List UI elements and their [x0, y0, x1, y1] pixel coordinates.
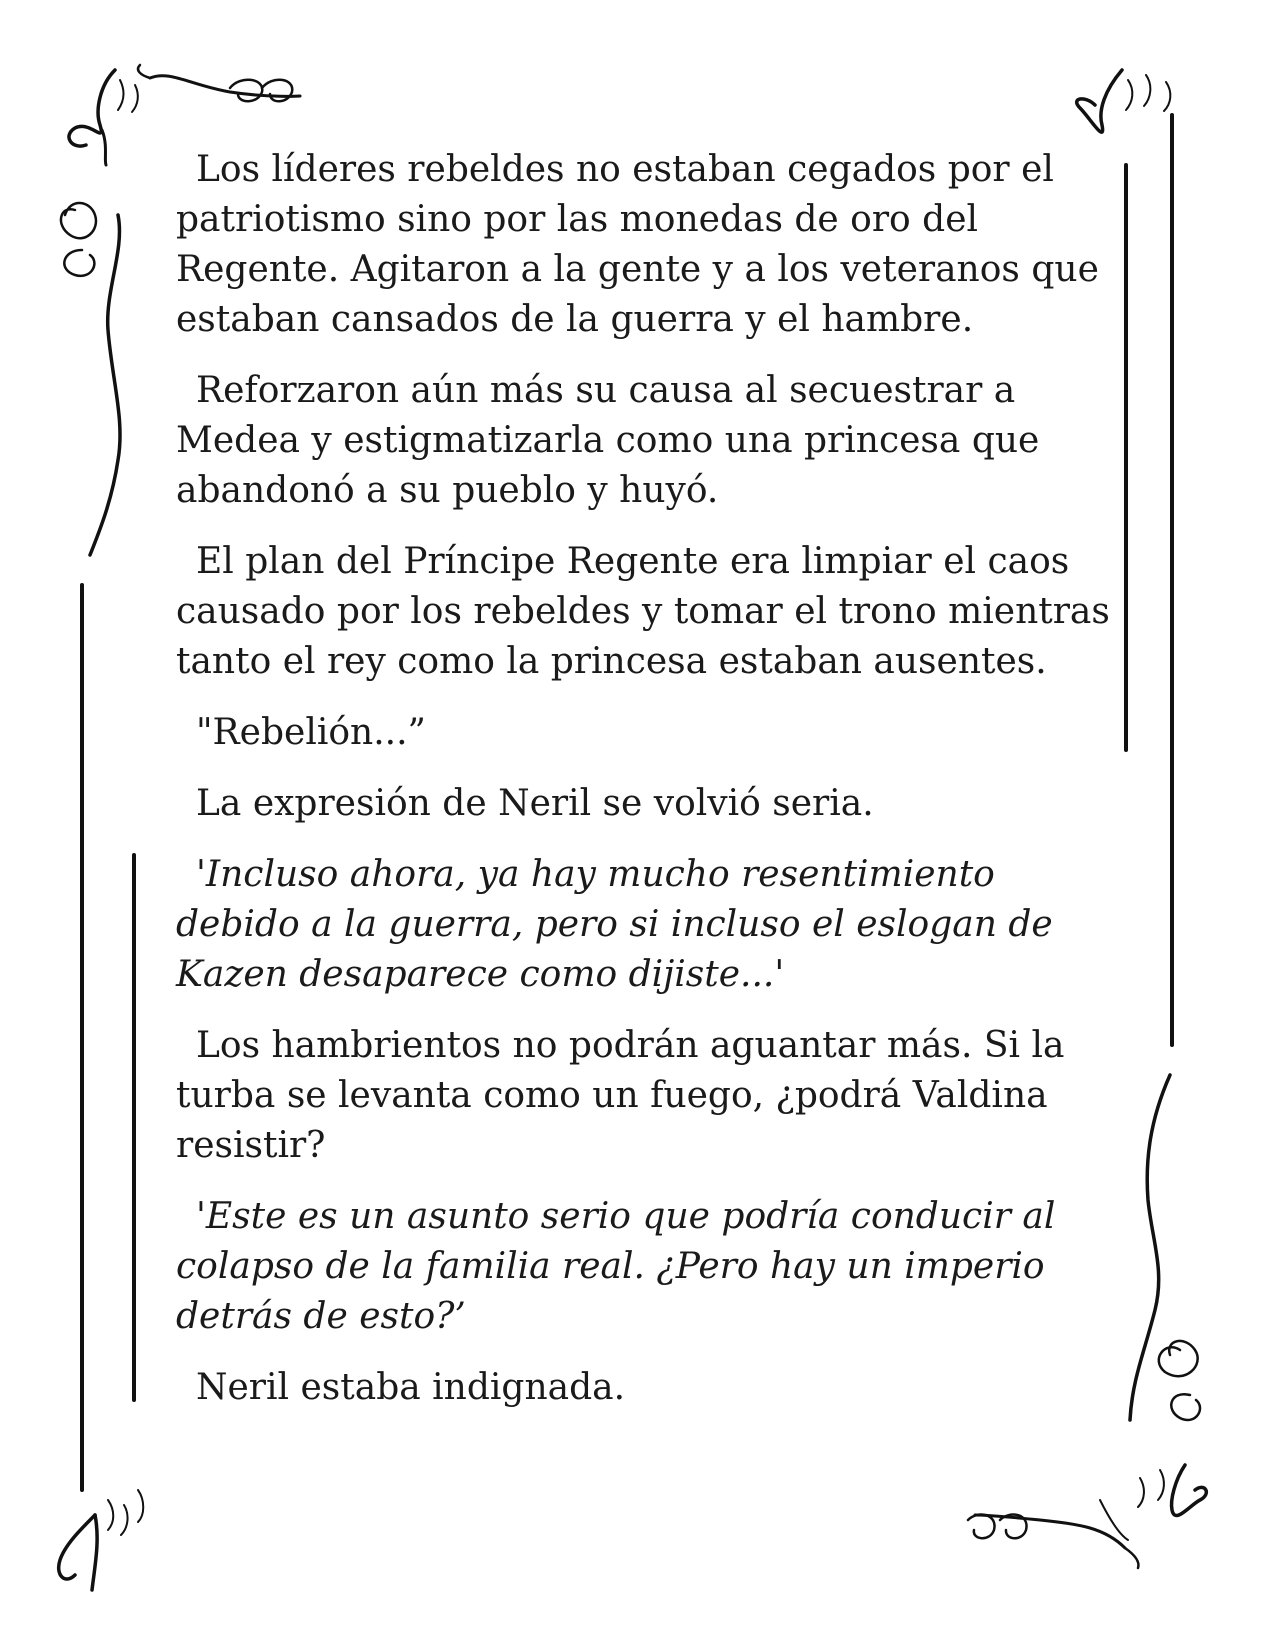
paragraph-8-thought: 'Este es un asunto serio que podría conducir al colapso de la familia real. ¿Pero hay un imperio detrás de esto?’	[176, 1196, 1056, 1337]
paragraph-5: La expresión de Neril se volvió seria.	[196, 783, 874, 824]
bottom-left-flourish	[59, 1490, 144, 1590]
paragraph-4: "Rebelión...”	[196, 712, 426, 753]
paragraph-7: Los hambrientos no podrán aguantar más. Si la turba se levanta como un fuego, ¿podrá Valdina resistir?	[176, 1025, 1065, 1166]
paragraph-6-thought: 'Incluso ahora, ya hay mucho resentimiento debido a la guerra, pero si incluso el eslogan de Kazen desaparece como dijiste...'	[176, 854, 1053, 995]
body-text	[176, 145, 1111, 1434]
paragraph-9: Neril estaba indignada.	[196, 1367, 626, 1408]
bottom-right-flourish	[968, 1500, 1138, 1568]
paragraph-1: Los líderes rebeldes no estaban cegados por el patriotismo sino por las monedas de oro del Regente. Agitaron a la gente y a los veteranos que estaban cansados de la guerra y el hambre.	[176, 149, 1099, 340]
paragraph-3: El plan del Príncipe Regente era limpiar el caos causado por los rebeldes y tomar el trono mientras tanto el rey como la princesa estaban ausentes.	[176, 541, 1110, 682]
paragraph-2: Reforzaron aún más su causa al secuestrar a Medea y estigmatizarla como una princesa que abandonó a su pueblo y huyó.	[176, 370, 1040, 511]
right-lower-flourish	[1130, 1075, 1206, 1515]
